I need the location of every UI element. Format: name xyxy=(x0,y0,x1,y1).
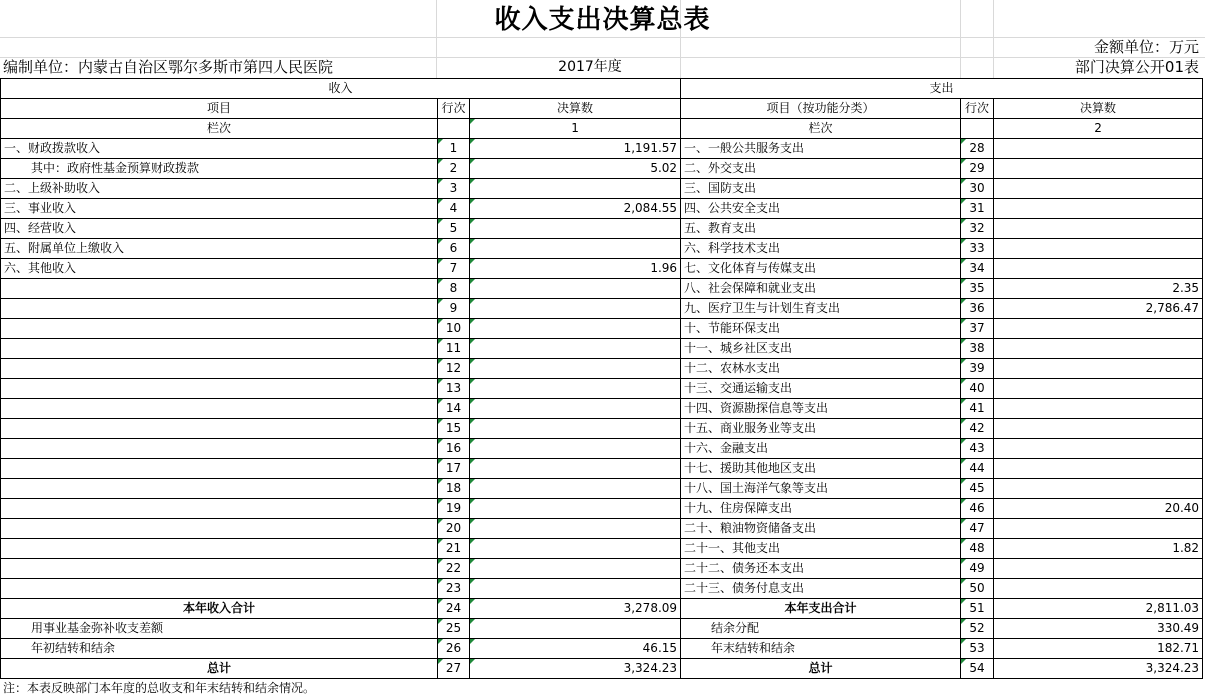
table-row xyxy=(1,179,1203,199)
table-row xyxy=(1,279,1203,299)
table-row xyxy=(1,379,1203,399)
expense-line-cell[interactable]: 47 xyxy=(961,519,994,539)
income-amount-cell[interactable] xyxy=(470,539,681,559)
income-item-cell[interactable] xyxy=(1,579,438,599)
income-line-cell[interactable]: 18 xyxy=(438,479,470,499)
expense-item-cell[interactable]: 十八、国土海洋气象等支出 xyxy=(681,479,961,499)
expense-line-cell[interactable]: 34 xyxy=(961,259,994,279)
expense-line-cell[interactable]: 38 xyxy=(961,339,994,359)
income-item-cell[interactable] xyxy=(1,299,438,319)
income-line-cell[interactable]: 2 xyxy=(438,159,470,179)
expense-line-cell[interactable]: 29 xyxy=(961,159,994,179)
header-row-columns xyxy=(1,99,1203,119)
expense-amount-cell[interactable]: 20.40 xyxy=(994,499,1203,519)
income-item-cell[interactable] xyxy=(1,479,438,499)
page-title: 收入支出决算总表 xyxy=(494,5,711,35)
income-amount-cell[interactable] xyxy=(470,419,681,439)
expense-item-cell[interactable]: 十九、住房保障支出 xyxy=(681,499,961,519)
expense-item-cell[interactable]: 十五、商业服务业等支出 xyxy=(681,419,961,439)
income-amount-cell[interactable]: 2,084.55 xyxy=(470,199,681,219)
expense-item-cell[interactable]: 二十一、其他支出 xyxy=(681,539,961,559)
expense-line-cell[interactable]: 36 xyxy=(961,299,994,319)
income-amount-cell[interactable]: 5.02 xyxy=(470,159,681,179)
expense-amount-cell[interactable] xyxy=(994,479,1203,499)
income-line-cell[interactable]: 4 xyxy=(438,199,470,219)
year-label: 2017年度 xyxy=(558,59,622,75)
income-item-cell[interactable]: 其中：政府性基金预算财政拨款 xyxy=(1,159,438,179)
expense-line-cell[interactable]: 42 xyxy=(961,419,994,439)
expense-amount-cell[interactable] xyxy=(994,139,1203,159)
income-order-number[interactable]: 1 xyxy=(470,119,681,139)
expense-amount-cell[interactable] xyxy=(994,159,1203,179)
income-amount-cell[interactable] xyxy=(470,499,681,519)
total-expense-item-cell[interactable]: 年末结转和结余 xyxy=(681,639,961,659)
income-line-cell[interactable]: 11 xyxy=(438,339,470,359)
total-row xyxy=(1,639,1203,659)
income-line-cell[interactable]: 21 xyxy=(438,539,470,559)
total-expense-item-cell[interactable]: 总计 xyxy=(681,659,961,679)
income-amount-cell[interactable] xyxy=(470,439,681,459)
income-order-blank[interactable] xyxy=(438,119,470,139)
table-row xyxy=(1,539,1203,559)
income-amount-cell[interactable] xyxy=(470,339,681,359)
income-item-cell[interactable] xyxy=(1,339,438,359)
income-amount-cell[interactable] xyxy=(470,219,681,239)
income-item-cell[interactable] xyxy=(1,359,438,379)
expense-amount-cell[interactable] xyxy=(994,339,1203,359)
income-line-cell[interactable]: 7 xyxy=(438,259,470,279)
expense-amount-cell[interactable] xyxy=(994,319,1203,339)
expense-item-cell[interactable]: 二十、粮油物资储备支出 xyxy=(681,519,961,539)
expense-amount-cell[interactable]: 2,786.47 xyxy=(994,299,1203,319)
income-amount-cell[interactable] xyxy=(470,479,681,499)
expense-line-cell[interactable]: 31 xyxy=(961,199,994,219)
income-line-cell[interactable]: 17 xyxy=(438,459,470,479)
income-amount-cell[interactable] xyxy=(470,179,681,199)
table-row xyxy=(1,319,1203,339)
table-row xyxy=(1,359,1203,379)
total-income-amount-cell[interactable]: 3,324.23 xyxy=(470,659,681,679)
table-row xyxy=(1,399,1203,419)
total-expense-amount-cell[interactable]: 3,324.23 xyxy=(994,659,1203,679)
income-line-cell[interactable]: 14 xyxy=(438,399,470,419)
income-line-cell[interactable]: 13 xyxy=(438,379,470,399)
total-income-amount-cell[interactable]: 3,278.09 xyxy=(470,599,681,619)
total-income-amount-cell[interactable]: 46.15 xyxy=(470,639,681,659)
expense-order-label[interactable]: 栏次 xyxy=(681,119,961,139)
expense-item-header[interactable]: 项目（按功能分类） xyxy=(681,99,961,119)
expense-order-blank[interactable] xyxy=(961,119,994,139)
expense-line-cell[interactable]: 50 xyxy=(961,579,994,599)
income-line-cell[interactable]: 6 xyxy=(438,239,470,259)
income-line-cell[interactable]: 15 xyxy=(438,419,470,439)
table-row xyxy=(1,459,1203,479)
expense-amount-cell[interactable] xyxy=(994,219,1203,239)
income-item-cell[interactable]: 三、事业收入 xyxy=(1,199,438,219)
expense-line-cell[interactable]: 37 xyxy=(961,319,994,339)
expense-item-cell[interactable]: 十、节能环保支出 xyxy=(681,319,961,339)
income-line-cell[interactable]: 9 xyxy=(438,299,470,319)
income-line-cell[interactable]: 22 xyxy=(438,559,470,579)
table-row xyxy=(1,259,1203,279)
table-row xyxy=(1,479,1203,499)
expense-amount-cell[interactable] xyxy=(994,559,1203,579)
expense-amount-header[interactable]: 决算数 xyxy=(994,99,1203,119)
expense-item-cell[interactable]: 五、教育支出 xyxy=(681,219,961,239)
income-line-header[interactable]: 行次 xyxy=(438,99,470,119)
table-row xyxy=(1,339,1203,359)
income-order-label[interactable]: 栏次 xyxy=(1,119,438,139)
total-row xyxy=(1,659,1203,679)
total-expense-item-cell[interactable]: 结余分配 xyxy=(681,619,961,639)
income-line-cell[interactable]: 12 xyxy=(438,359,470,379)
total-income-line-cell[interactable]: 24 xyxy=(438,599,470,619)
header-row-section xyxy=(1,79,1203,99)
expense-line-cell[interactable]: 44 xyxy=(961,459,994,479)
expense-line-cell[interactable]: 30 xyxy=(961,179,994,199)
expense-amount-cell[interactable] xyxy=(994,359,1203,379)
expense-line-cell[interactable]: 40 xyxy=(961,379,994,399)
expense-header[interactable]: 支出 xyxy=(681,79,1203,99)
income-line-cell[interactable]: 1 xyxy=(438,139,470,159)
income-item-cell[interactable] xyxy=(1,439,438,459)
income-line-cell[interactable]: 23 xyxy=(438,579,470,599)
table-row xyxy=(1,499,1203,519)
total-income-item-cell[interactable]: 年初结转和结余 xyxy=(1,639,438,659)
table-row xyxy=(1,559,1203,579)
total-income-item-cell[interactable]: 本年收入合计 xyxy=(1,599,438,619)
expense-line-cell[interactable]: 48 xyxy=(961,539,994,559)
income-line-cell[interactable]: 3 xyxy=(438,179,470,199)
expense-amount-cell[interactable]: 1.82 xyxy=(994,539,1203,559)
expense-line-cell[interactable]: 28 xyxy=(961,139,994,159)
income-item-cell[interactable]: 一、财政拨款收入 xyxy=(1,139,438,159)
expense-amount-cell[interactable] xyxy=(994,179,1203,199)
expense-line-cell[interactable]: 32 xyxy=(961,219,994,239)
expense-item-cell[interactable]: 二十二、债务还本支出 xyxy=(681,559,961,579)
income-header[interactable]: 收入 xyxy=(1,79,681,99)
expense-amount-cell[interactable] xyxy=(994,379,1203,399)
income-item-cell[interactable]: 二、上级补助收入 xyxy=(1,179,438,199)
expense-line-cell[interactable]: 45 xyxy=(961,479,994,499)
expense-item-cell[interactable]: 六、科学技术支出 xyxy=(681,239,961,259)
income-item-cell[interactable]: 六、其他收入 xyxy=(1,259,438,279)
expense-item-cell[interactable]: 十二、农林水支出 xyxy=(681,359,961,379)
table-body xyxy=(1,79,1203,679)
expense-line-cell[interactable]: 41 xyxy=(961,399,994,419)
total-expense-line-cell[interactable]: 54 xyxy=(961,659,994,679)
total-income-line-cell[interactable]: 25 xyxy=(438,619,470,639)
total-row xyxy=(1,599,1203,619)
expense-line-cell[interactable]: 46 xyxy=(961,499,994,519)
income-item-cell[interactable] xyxy=(1,379,438,399)
table-row xyxy=(1,139,1203,159)
income-amount-cell[interactable] xyxy=(470,579,681,599)
total-expense-amount-cell[interactable]: 2,811.03 xyxy=(994,599,1203,619)
income-amount-cell[interactable] xyxy=(470,299,681,319)
income-item-cell[interactable]: 四、经营收入 xyxy=(1,219,438,239)
expense-amount-cell[interactable] xyxy=(994,579,1203,599)
total-income-line-cell[interactable]: 26 xyxy=(438,639,470,659)
income-amount-cell[interactable] xyxy=(470,399,681,419)
expense-amount-cell[interactable] xyxy=(994,419,1203,439)
total-income-item-cell[interactable]: 总计 xyxy=(1,659,438,679)
income-amount-cell[interactable]: 1,191.57 xyxy=(470,139,681,159)
income-item-header[interactable]: 项目 xyxy=(1,99,438,119)
expense-item-cell[interactable]: 七、文化体育与传媒支出 xyxy=(681,259,961,279)
expense-item-cell[interactable]: 十四、资源勘探信息等支出 xyxy=(681,399,961,419)
income-amount-cell[interactable] xyxy=(470,519,681,539)
expense-line-cell[interactable]: 43 xyxy=(961,439,994,459)
expense-amount-cell[interactable] xyxy=(994,399,1203,419)
expense-line-cell[interactable]: 39 xyxy=(961,359,994,379)
income-item-cell[interactable] xyxy=(1,419,438,439)
income-amount-cell[interactable] xyxy=(470,279,681,299)
income-amount-cell[interactable] xyxy=(470,379,681,399)
total-expense-amount-cell[interactable]: 330.49 xyxy=(994,619,1203,639)
expense-item-cell[interactable]: 一、一般公共服务支出 xyxy=(681,139,961,159)
total-income-line-cell[interactable]: 27 xyxy=(438,659,470,679)
total-expense-line-cell[interactable]: 53 xyxy=(961,639,994,659)
table-row xyxy=(1,419,1203,439)
table-row xyxy=(1,579,1203,599)
total-expense-item-cell[interactable]: 本年支出合计 xyxy=(681,599,961,619)
total-income-item-cell[interactable]: 用事业基金弥补收支差额 xyxy=(1,619,438,639)
income-item-cell[interactable] xyxy=(1,399,438,419)
expense-line-cell[interactable]: 33 xyxy=(961,239,994,259)
expense-line-header[interactable]: 行次 xyxy=(961,99,994,119)
footnote: 注：本表反映部门本年度的总收支和年末结转和结余情况。 xyxy=(3,681,316,695)
income-amount-cell[interactable] xyxy=(470,239,681,259)
expense-amount-cell[interactable]: 2.35 xyxy=(994,279,1203,299)
total-expense-line-cell[interactable]: 52 xyxy=(961,619,994,639)
unit-label: 金额单位：万元 xyxy=(1093,38,1199,56)
total-income-amount-cell[interactable] xyxy=(470,619,681,639)
expense-amount-cell[interactable] xyxy=(994,239,1203,259)
income-amount-header[interactable]: 决算数 xyxy=(470,99,681,119)
income-item-cell[interactable] xyxy=(1,559,438,579)
expense-item-cell[interactable]: 十一、城乡社区支出 xyxy=(681,339,961,359)
table-row xyxy=(1,199,1203,219)
income-line-cell[interactable]: 10 xyxy=(438,319,470,339)
table-row xyxy=(1,299,1203,319)
expense-item-cell[interactable]: 三、国防支出 xyxy=(681,179,961,199)
expense-item-cell[interactable]: 八、社会保障和就业支出 xyxy=(681,279,961,299)
income-item-cell[interactable] xyxy=(1,459,438,479)
table-row xyxy=(1,519,1203,539)
income-amount-cell[interactable] xyxy=(470,319,681,339)
expense-amount-cell[interactable] xyxy=(994,439,1203,459)
income-amount-cell[interactable] xyxy=(470,459,681,479)
table-number: 部门决算公开01表 xyxy=(1074,58,1199,76)
expense-item-cell[interactable]: 二十三、债务付息支出 xyxy=(681,579,961,599)
income-item-cell[interactable] xyxy=(1,279,438,299)
table-row xyxy=(1,159,1203,179)
income-line-cell[interactable]: 19 xyxy=(438,499,470,519)
summary-table xyxy=(0,78,1203,679)
expense-order-number[interactable]: 2 xyxy=(994,119,1203,139)
expense-amount-cell[interactable] xyxy=(994,519,1203,539)
expense-item-cell[interactable]: 四、公共安全支出 xyxy=(681,199,961,219)
income-line-cell[interactable]: 8 xyxy=(438,279,470,299)
table-row xyxy=(1,219,1203,239)
expense-amount-cell[interactable] xyxy=(994,199,1203,219)
expense-item-cell[interactable]: 九、医疗卫生与计划生育支出 xyxy=(681,299,961,319)
income-item-cell[interactable] xyxy=(1,519,438,539)
income-line-cell[interactable]: 5 xyxy=(438,219,470,239)
total-expense-amount-cell[interactable]: 182.71 xyxy=(994,639,1203,659)
income-line-cell[interactable]: 20 xyxy=(438,519,470,539)
income-item-cell[interactable] xyxy=(1,499,438,519)
income-amount-cell[interactable] xyxy=(470,359,681,379)
income-item-cell[interactable] xyxy=(1,319,438,339)
income-amount-cell[interactable]: 1.96 xyxy=(470,259,681,279)
table-row xyxy=(1,239,1203,259)
expense-line-cell[interactable]: 49 xyxy=(961,559,994,579)
expense-item-cell[interactable]: 二、外交支出 xyxy=(681,159,961,179)
income-amount-cell[interactable] xyxy=(470,559,681,579)
org-label: 编制单位：内蒙古自治区鄂尔多斯市第四人民医院 xyxy=(3,58,334,76)
income-item-cell[interactable]: 五、附属单位上缴收入 xyxy=(1,239,438,259)
expense-amount-cell[interactable] xyxy=(994,259,1203,279)
expense-item-cell[interactable]: 十三、交通运输支出 xyxy=(681,379,961,399)
income-item-cell[interactable] xyxy=(1,539,438,559)
total-row xyxy=(1,619,1203,639)
income-line-cell[interactable]: 16 xyxy=(438,439,470,459)
expense-item-cell[interactable]: 十七、援助其他地区支出 xyxy=(681,459,961,479)
expense-amount-cell[interactable] xyxy=(994,459,1203,479)
expense-item-cell[interactable]: 十六、金融支出 xyxy=(681,439,961,459)
header-row-order xyxy=(1,119,1203,139)
expense-line-cell[interactable]: 35 xyxy=(961,279,994,299)
total-expense-line-cell[interactable]: 51 xyxy=(961,599,994,619)
table-row xyxy=(1,439,1203,459)
